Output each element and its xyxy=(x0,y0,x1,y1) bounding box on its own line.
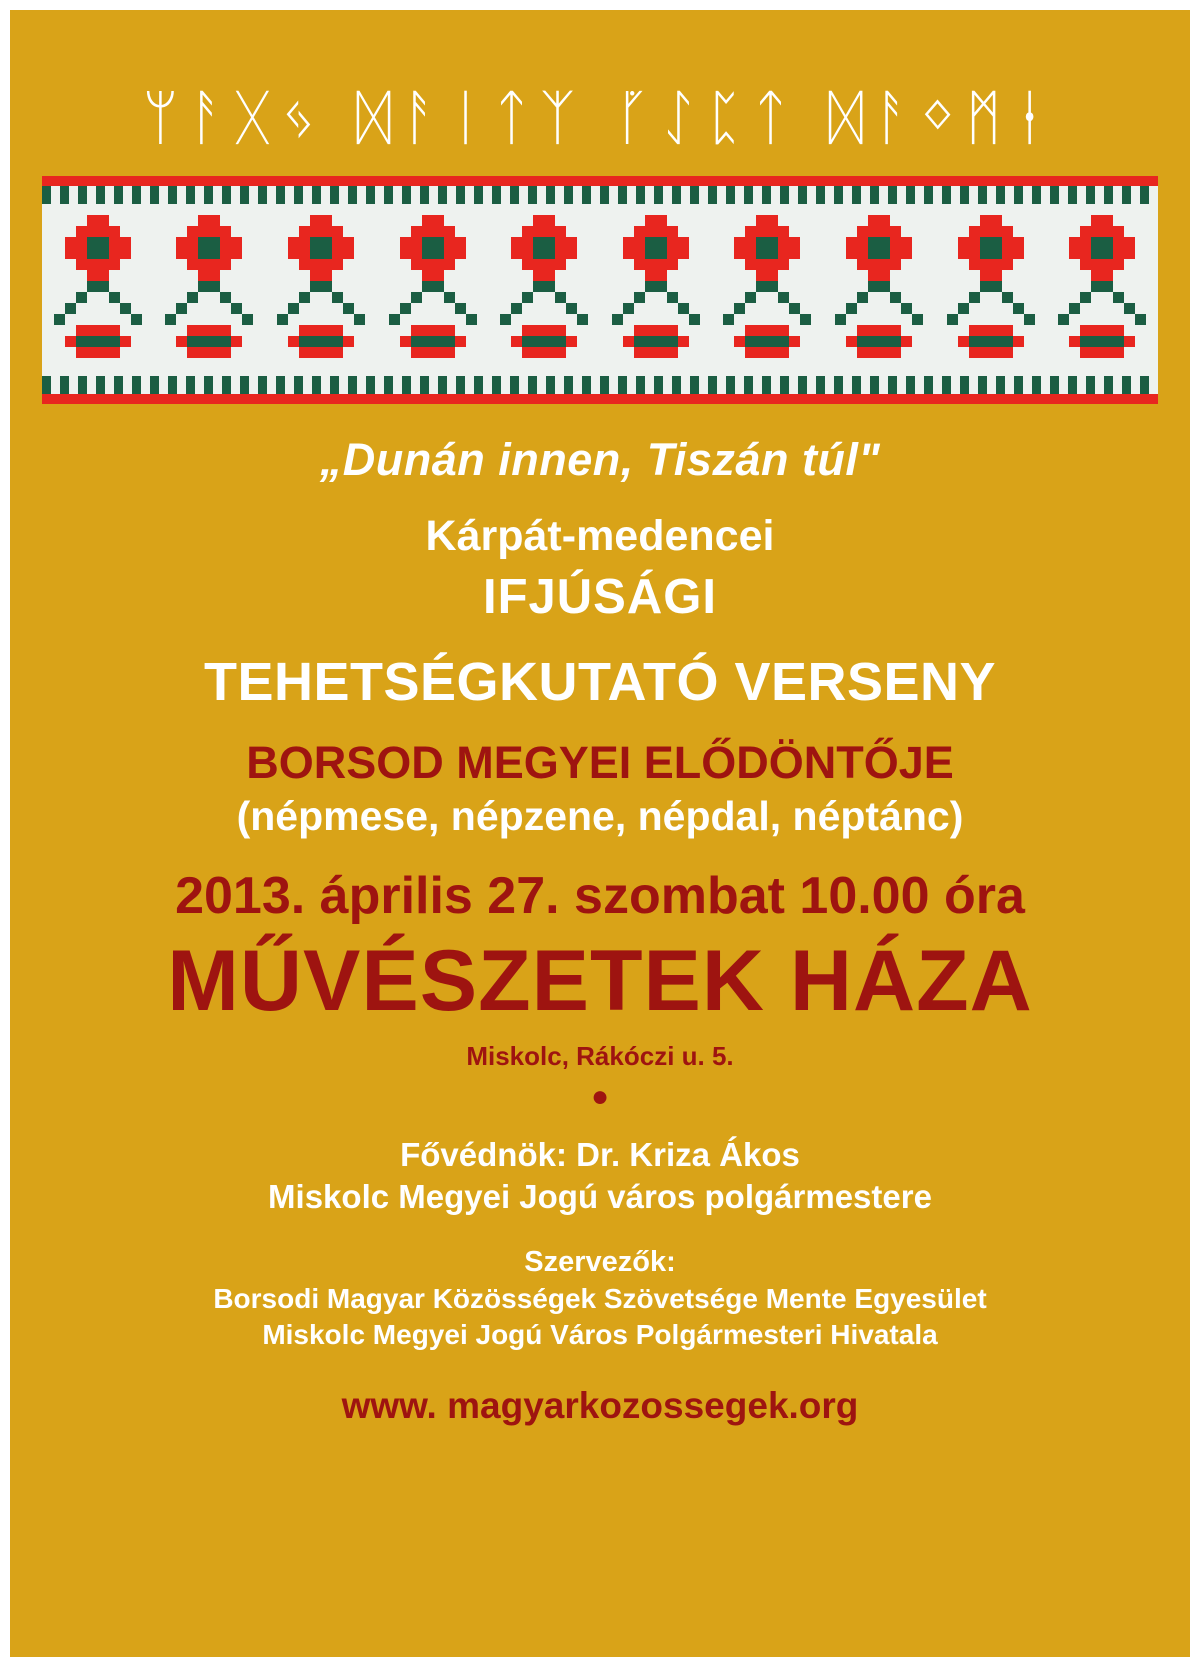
poster xyxy=(10,10,1190,1657)
embroidery-motif xyxy=(947,215,1035,365)
website-url[interactable]: www. magyarkozossegek.org xyxy=(341,1385,859,1426)
embroidery-motif xyxy=(165,215,253,365)
embroidery-motif xyxy=(54,215,142,365)
event-title-competition: TEHETSÉGKUTATÓ VERSENY xyxy=(203,652,997,712)
embroidery-motif xyxy=(500,215,588,365)
event-subtitle-karpat: Kárpát-medencei xyxy=(425,512,775,560)
bullet-divider-icon: ● xyxy=(590,1080,610,1113)
checker-row-bottom xyxy=(42,376,1158,394)
organizers-label: Szervezők: xyxy=(524,1246,676,1278)
embroidery-motif xyxy=(1058,215,1146,365)
embroidery-motif-row xyxy=(42,212,1158,368)
organizer-first: Borsodi Magyar Közösségek Szövetsége Mente Egyesület xyxy=(213,1283,987,1314)
embroidery-motif xyxy=(277,215,365,365)
event-venue: MŰVÉSZETEK HÁZA xyxy=(167,933,1033,1029)
embroidery-band xyxy=(42,176,1158,404)
embroidery-motif xyxy=(612,215,700,365)
poster-content xyxy=(10,434,1190,1427)
event-categories: (népmese, népzene, népdal, néptánc) xyxy=(236,793,964,839)
event-date: 2013. április 27. szombat 10.00 óra xyxy=(175,867,1025,925)
event-quote: „Dunán innen, Tiszán túl" xyxy=(319,434,881,485)
checker-row-top xyxy=(42,186,1158,204)
event-subtitle-ifjusagi: IFJÚSÁGI xyxy=(483,570,717,624)
embroidery-motif xyxy=(723,215,811,365)
organizer-second: Miskolc Megyei Jogú Város Polgármesteri Hivatala xyxy=(262,1319,938,1350)
patron-name: Fővédnök: Dr. Kriza Ákos xyxy=(400,1136,800,1173)
embroidery-band-inner xyxy=(42,186,1158,394)
runic-title: ᛘᚨᚷᛃ ᛞᚨᛁᛏᛉ ᚵᛇᛈᛏ ᛞᚨᛜᛗᛂ xyxy=(142,83,1058,153)
embroidery-motif xyxy=(835,215,923,365)
event-address: Miskolc, Rákóczi u. 5. xyxy=(466,1041,734,1071)
event-subtitle-regional-round: BORSOD MEGYEI ELŐDÖNTŐJE xyxy=(246,737,954,788)
patron-title: Miskolc Megyei Jogú város polgármestere xyxy=(268,1178,932,1215)
embroidery-motif xyxy=(389,215,477,365)
